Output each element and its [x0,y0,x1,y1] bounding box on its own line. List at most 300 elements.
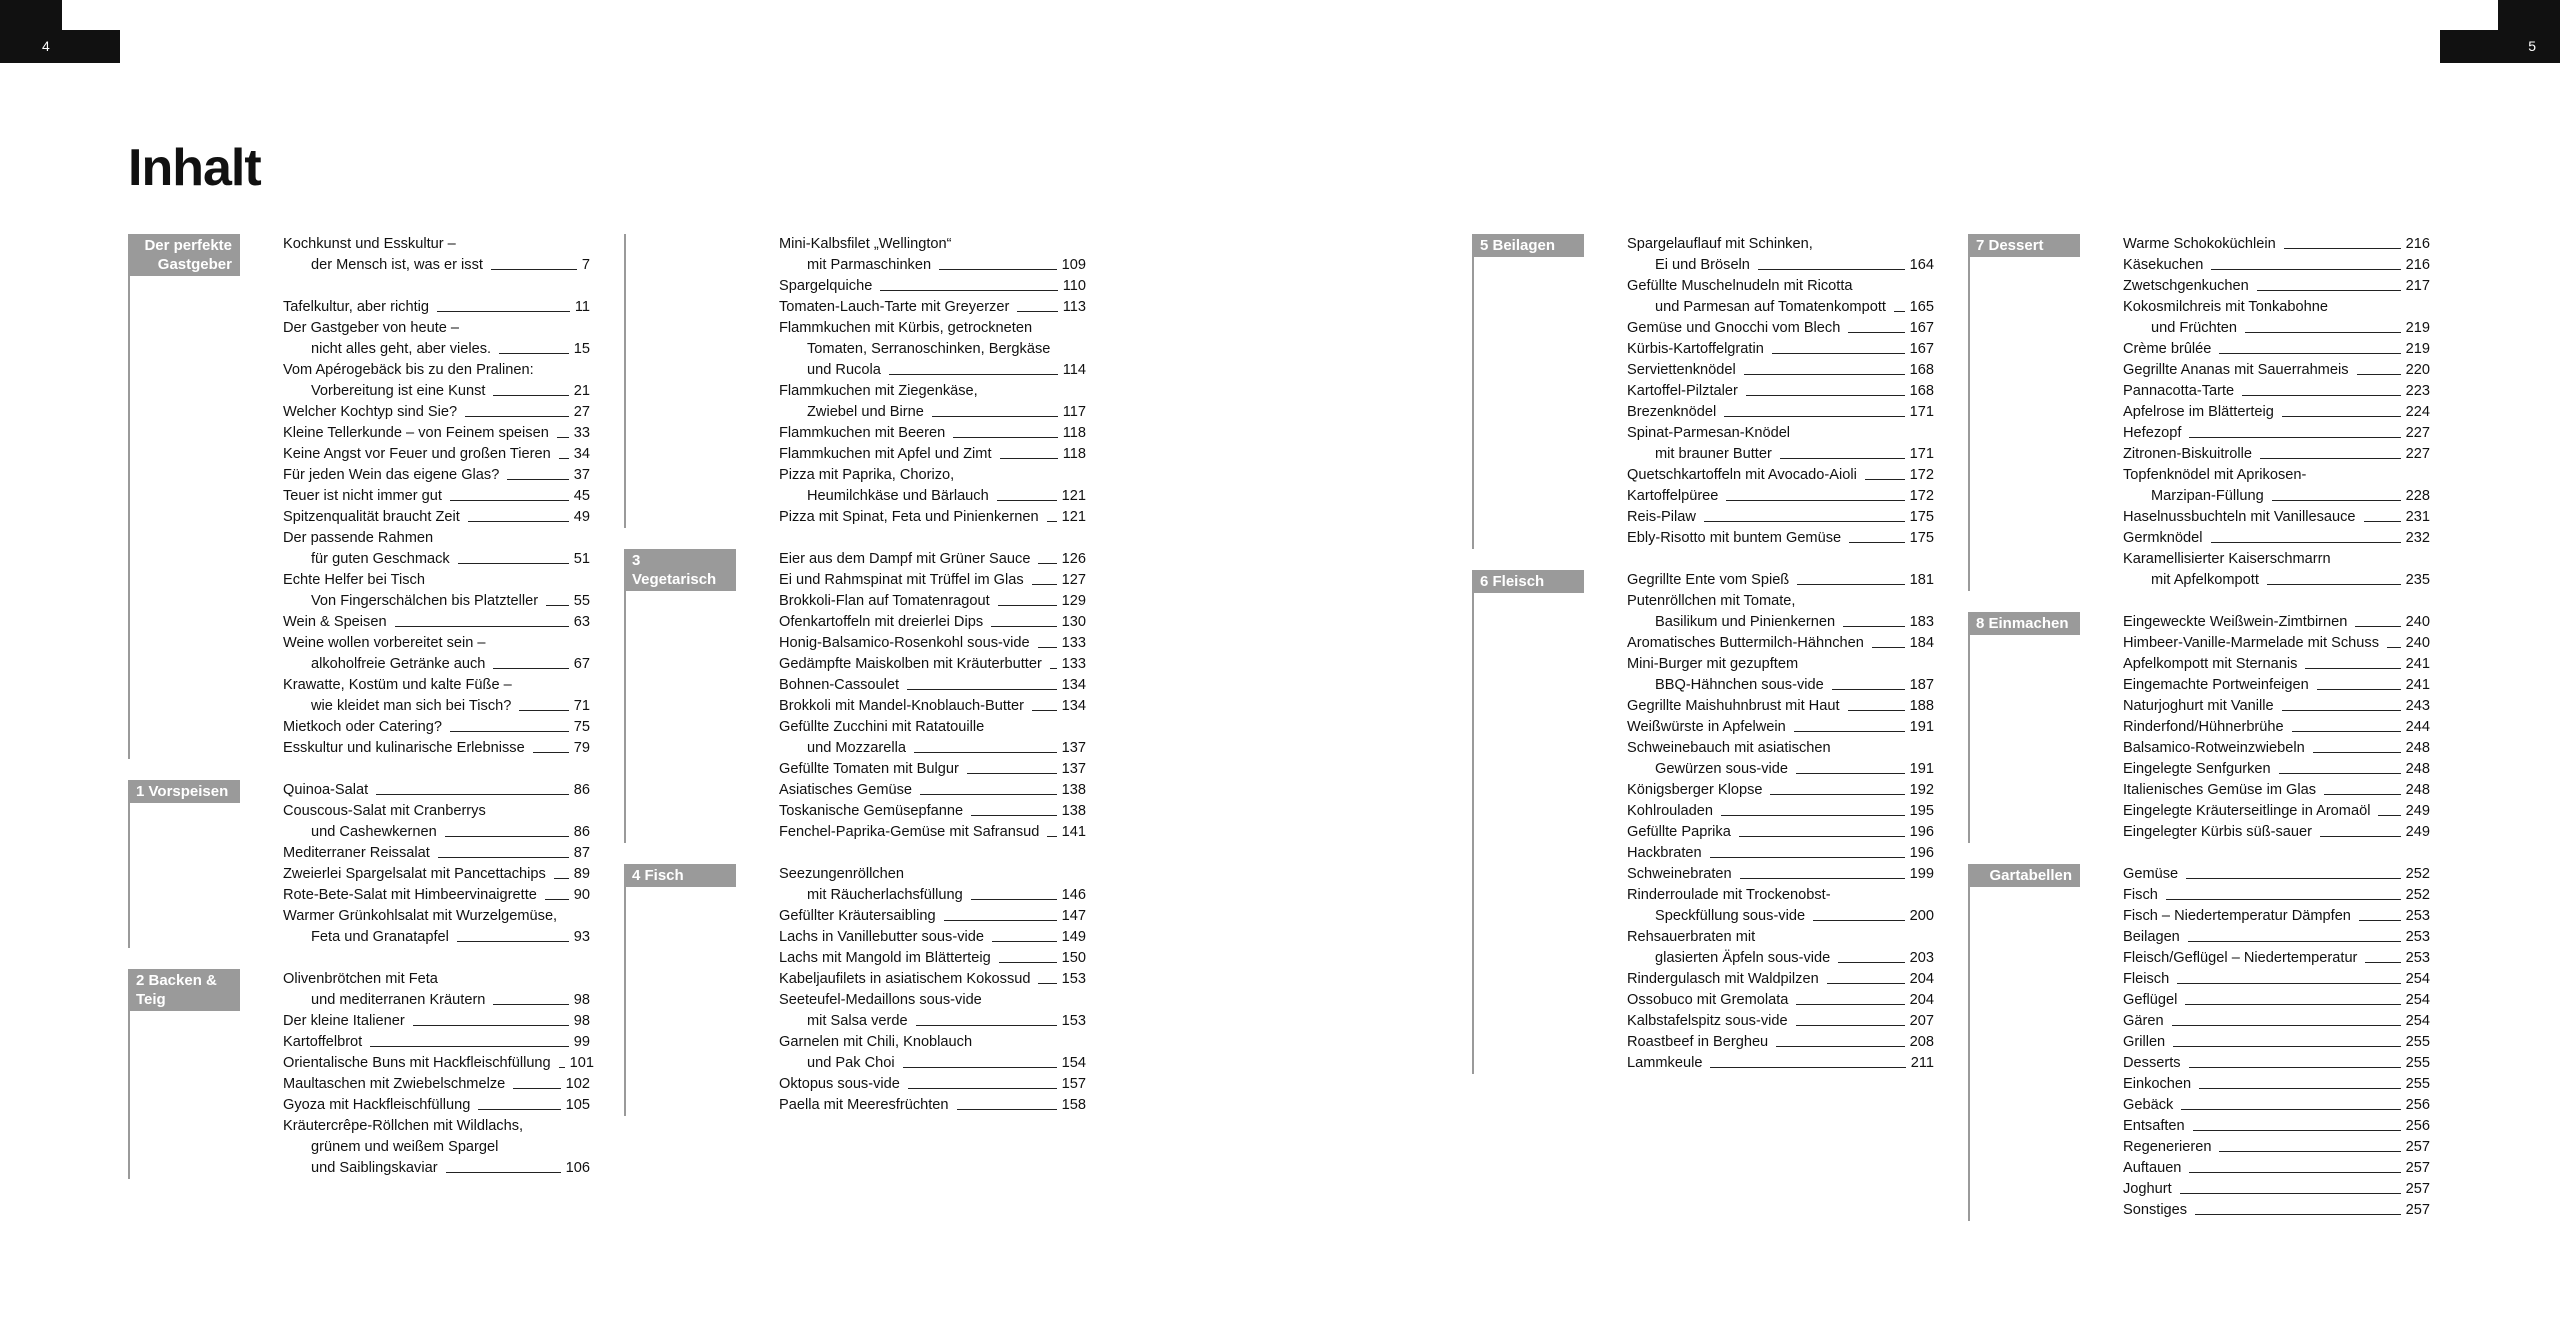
toc-entry[interactable] [1627,528,1934,549]
toc-entry[interactable] [2123,654,2430,675]
toc-entry[interactable] [1627,276,1934,318]
toc-entry[interactable] [283,612,590,633]
entry-title: Apfelkompott mit Sternanis [2123,656,2298,672]
entry-title: mit Salsa verde [807,1013,908,1029]
entry-title: Basilikum und Pinienkernen [1655,614,1836,630]
toc-entry[interactable] [2123,1200,2430,1221]
entry-line [779,423,1086,444]
entry-line [779,1011,1086,1032]
toc-entry[interactable] [2123,234,2430,255]
toc-entry[interactable] [283,885,590,906]
toc-entry[interactable] [779,591,1086,612]
toc-entry[interactable] [2123,1074,2430,1095]
toc-entry[interactable] [2123,1158,2430,1179]
entry-line [1627,402,1934,423]
toc-entry[interactable] [283,906,590,948]
entry-title: Reis-Pilaw [1627,509,1696,525]
toc-entry[interactable] [283,465,590,486]
entry-line [1627,360,1934,381]
toc-entry[interactable] [283,1032,590,1053]
toc-entry[interactable] [779,780,1086,801]
entry-line [1627,234,1934,255]
toc-entry[interactable] [779,381,1086,423]
toc-entry[interactable] [2123,339,2430,360]
entry-title: Gefüllter Kräutersaibling [779,908,936,924]
toc-entry[interactable] [283,1074,590,1095]
entry-page-number: 7 [581,257,590,273]
toc-entry[interactable] [779,675,1086,696]
entry-title: Flammkuchen mit Apfel und Zimt [779,446,992,462]
entry-title: Ebly-Risotto mit buntem Gemüse [1627,530,1842,546]
entry-title: Eingelegte Senfgurken [2123,761,2271,777]
entry-line [779,822,1086,843]
toc-entry[interactable] [1627,360,1934,381]
leader-line [2189,437,2400,438]
entry-page-number: 172 [1909,488,1934,504]
entry-title: Bohnen-Cassoulet [779,677,900,693]
toc-entry[interactable] [283,318,590,360]
section-entries [779,234,1086,528]
toc-entry[interactable] [1627,402,1934,423]
toc-entry[interactable] [283,507,590,528]
toc-entry[interactable] [2123,906,2430,927]
leader-line [1050,668,1057,669]
toc-entry[interactable] [1627,990,1934,1011]
leader-line [493,395,568,396]
entry-line [1627,759,1934,780]
entry-line [283,507,590,528]
entry-page-number: 256 [2405,1118,2430,1134]
entry-line [2123,990,2430,1011]
leader-line [2172,1025,2401,1026]
toc-entry[interactable] [1627,339,1934,360]
toc-entry[interactable] [2123,885,2430,906]
toc-entry[interactable] [1627,507,1934,528]
entry-line [779,360,1086,381]
entry-line [2123,822,2430,843]
toc-entry[interactable] [2123,759,2430,780]
toc-entry[interactable] [283,1095,590,1116]
leader-line [450,731,569,732]
entry-line [283,969,590,990]
toc-entry[interactable] [2123,1179,2430,1200]
entry-title: Keine Angst vor Feuer und großen Tieren [283,446,551,462]
leader-line [554,878,569,879]
toc-entry[interactable] [1627,801,1934,822]
toc-entry[interactable] [283,423,590,444]
entry-title: Fleisch/Geflügel – Niedertemperatur [2123,950,2358,966]
leader-line [1827,983,1905,984]
entry-page-number: 109 [1061,257,1086,273]
toc-entry[interactable] [2123,696,2430,717]
toc-entry[interactable] [1627,780,1934,801]
toc-entry[interactable] [283,1053,595,1074]
toc-entry[interactable] [2123,738,2430,759]
toc-entry[interactable] [1627,1011,1934,1032]
leader-line [1796,1025,1905,1026]
toc-entry[interactable] [779,948,1086,969]
toc-entry[interactable] [779,822,1086,843]
section-entries [283,969,595,1179]
toc-entry[interactable] [779,444,1086,465]
entry-page-number: 231 [2405,509,2430,525]
entry-line [1627,633,1934,654]
toc-entry[interactable] [283,486,590,507]
leader-line [991,626,1057,627]
leader-line [450,500,569,501]
entry-page-number: 141 [1061,824,1086,840]
toc-entry[interactable] [779,612,1086,633]
leader-line [446,1172,561,1173]
leader-line [1772,353,1905,354]
entry-page-number: 220 [2405,362,2430,378]
entry-title: für guten Geschmack [311,551,450,567]
entry-line [1627,885,1934,906]
leader-line [519,710,568,711]
toc-entry[interactable] [1627,318,1934,339]
entry-line [2123,885,2430,906]
toc-entry[interactable] [283,780,590,801]
entry-page-number: 172 [1909,467,1934,483]
leader-line [1832,689,1905,690]
toc-entry[interactable] [779,234,1086,276]
toc-entry[interactable] [2123,675,2430,696]
entry-line [1627,906,1934,927]
entry-line [2123,969,2430,990]
toc-entry[interactable] [779,297,1086,318]
toc-entry[interactable] [283,402,590,423]
toc-entry[interactable] [2123,465,2430,507]
toc-entry[interactable] [2123,255,2430,276]
leader-line [370,1046,569,1047]
leader-line [457,941,569,942]
toc-entry[interactable] [2123,276,2430,297]
toc-entry[interactable] [2123,864,2430,885]
toc-entry[interactable] [1627,738,1934,780]
entry-line [1627,717,1934,738]
entry-title: Olivenbrötchen mit Feta [283,971,438,987]
section-entries [2123,864,2430,1221]
leader-line [1838,962,1904,963]
leader-line [1813,920,1905,921]
leader-line [2219,1151,2400,1152]
entry-title: Käsekuchen [2123,257,2204,273]
toc-entry[interactable] [1627,423,1934,465]
leader-line [880,290,1057,291]
toc-entry[interactable] [2123,1053,2430,1074]
entry-line [2123,738,2430,759]
entry-title: Quinoa-Salat [283,782,369,798]
entry-title: Fleisch [2123,971,2170,987]
section-label: 3 Vegetarisch [624,549,736,591]
leader-line [533,752,569,753]
toc-entry[interactable] [2123,822,2430,843]
toc-entry[interactable] [2123,801,2430,822]
entry-title: Mediterraner Reissalat [283,845,430,861]
entry-line [283,402,590,423]
toc-entry[interactable] [2123,969,2430,990]
entry-page-number: 114 [1062,362,1086,378]
toc-entry[interactable] [2123,381,2430,402]
toc-entry[interactable] [2123,927,2430,948]
toc-entry[interactable] [1627,486,1934,507]
toc-entry[interactable] [2123,528,2430,549]
toc-entry[interactable] [2123,1116,2430,1137]
entry-line [2123,675,2430,696]
toc-entry[interactable] [1627,864,1934,885]
toc-entry[interactable] [2123,1137,2430,1158]
leader-line [2365,962,2400,963]
entry-line [283,297,590,318]
toc-entry[interactable] [283,717,590,738]
leader-line [2387,647,2401,648]
entry-page-number: 219 [2405,341,2430,357]
toc-entry[interactable] [1627,885,1934,927]
leader-line [971,815,1056,816]
section-rule [1968,234,1970,591]
entry-line [779,759,1086,780]
entry-line [283,633,590,654]
entry-line [283,528,590,549]
entry-page-number: 90 [573,887,590,903]
entry-line [283,654,590,675]
entry-title: Hackbraten [1627,845,1702,861]
entry-line [2123,402,2430,423]
leader-line [1849,542,1905,543]
entry-title: Weißwürste in Apfelwein [1627,719,1786,735]
toc-entry[interactable] [283,969,590,1011]
entry-title: Orientalische Buns mit Hackfleischfüllung [283,1055,551,1071]
toc-entry[interactable] [283,528,590,570]
entry-page-number: 235 [2405,572,2430,588]
toc-entry[interactable] [1627,843,1934,864]
toc-entry[interactable] [779,633,1086,654]
entry-line [779,927,1086,948]
toc-entry[interactable] [283,801,590,843]
toc-entry[interactable] [2123,1095,2430,1116]
entry-title: Eingeweckte Weißwein-Zimtbirnen [2123,614,2348,630]
toc-entry[interactable] [2123,1032,2430,1053]
entry-page-number: 241 [2405,677,2430,693]
entry-title: Rinderroulade mit Trockenobst- [1627,887,1831,903]
toc-entry[interactable] [779,1074,1086,1095]
leader-line [465,416,569,417]
toc-entry[interactable] [779,465,1086,507]
leader-line [1000,458,1058,459]
toc-entry[interactable] [283,1011,590,1032]
toc-entry[interactable] [283,675,590,717]
entry-title: der Mensch ist, was er isst [311,257,483,273]
toc-section [128,780,590,948]
entry-page-number: 232 [2405,530,2430,546]
toc-entry[interactable] [779,1095,1086,1116]
toc-entry[interactable] [1627,591,1934,633]
toc-entry[interactable] [779,423,1086,444]
leader-line [1758,269,1905,270]
entry-line [1627,381,1934,402]
entry-page-number: 99 [573,1034,590,1050]
toc-entry[interactable] [2123,780,2430,801]
entry-line [2123,633,2430,654]
toc-entry[interactable] [2123,1011,2430,1032]
entry-line [1627,654,1934,675]
entry-line [1627,570,1934,591]
toc-entry[interactable] [2123,717,2430,738]
section-entries [1627,570,1934,1074]
toc-entry[interactable] [283,864,590,885]
entry-line [1627,696,1934,717]
entry-line [1627,423,1934,444]
toc-entry[interactable] [283,444,590,465]
entry-title: Mini-Burger mit gezupftem [1627,656,1799,672]
toc-entry[interactable] [779,696,1086,717]
toc-entry[interactable] [2123,612,2430,633]
entry-page-number: 15 [573,341,590,357]
toc-entry[interactable] [1627,1053,1934,1074]
toc-entry[interactable] [1627,822,1934,843]
entry-page-number: 204 [1909,992,1934,1008]
toc-entry[interactable] [779,990,1086,1032]
toc-entry[interactable] [1627,696,1934,717]
toc-entry[interactable] [779,864,1086,906]
entry-line [283,1011,590,1032]
leader-line [953,437,1057,438]
entry-title: und Parmesan auf Tomatenkompott [1655,299,1886,315]
toc-entry[interactable] [2123,360,2430,381]
leader-line [2282,416,2401,417]
section-rule [1472,570,1474,1074]
toc-entry[interactable] [779,717,1086,759]
toc-entry[interactable] [2123,948,2430,969]
toc-entry[interactable] [1627,927,1934,969]
entry-line [779,570,1086,591]
entry-page-number: 146 [1061,887,1086,903]
entry-line [283,1158,590,1179]
toc-entry[interactable] [779,906,1086,927]
toc-entry[interactable] [1627,969,1934,990]
toc-entry[interactable] [779,759,1086,780]
toc-entry[interactable] [779,570,1086,591]
entry-title: Honig-Balsamico-Rosenkohl sous-vide [779,635,1030,651]
leader-line [413,1025,569,1026]
entry-line [779,507,1086,528]
entry-line [2123,339,2430,360]
entry-line [779,549,1086,570]
entry-title: Warme Schokoküchlein [2123,236,2276,252]
toc-entry[interactable] [283,633,590,675]
toc-entry[interactable] [1627,234,1934,276]
entry-line [283,927,590,948]
entry-page-number: 87 [573,845,590,861]
toc-entry[interactable] [779,1032,1086,1074]
entry-line [2123,1011,2430,1032]
leader-line [2166,899,2401,900]
toc-entry[interactable] [1627,717,1934,738]
entry-line [779,633,1086,654]
toc-entry[interactable] [2123,549,2430,591]
toc-entry[interactable] [2123,990,2430,1011]
leader-line [1848,710,1905,711]
entry-line [2123,444,2430,465]
entry-title: und Cashewkernen [311,824,437,840]
toc-entry[interactable] [2123,444,2430,465]
toc-entry[interactable] [1627,1032,1934,1053]
entry-title: Roastbeef in Bergheu [1627,1034,1769,1050]
toc-entry[interactable] [283,1116,590,1179]
toc-entry[interactable] [2123,633,2430,654]
entry-line [283,1032,590,1053]
toc-entry[interactable] [779,318,1086,381]
entry-title: und mediterranen Kräutern [311,992,486,1008]
entry-page-number: 79 [573,740,590,756]
entry-line [2123,780,2430,801]
toc-entry[interactable] [779,276,1086,297]
toc-entry[interactable] [779,507,1086,528]
leader-line [971,899,1057,900]
leader-line [1032,710,1057,711]
toc-entry[interactable] [2123,402,2430,423]
toc-entry[interactable] [2123,507,2430,528]
toc-entry[interactable] [779,927,1086,948]
entry-title: und Saiblingskaviar [311,1160,438,1176]
toc-column-4 [1968,234,2430,1242]
entry-page-number: 187 [1909,677,1934,693]
entry-line [2123,864,2430,885]
entry-line [1627,276,1934,297]
entry-page-number: 157 [1061,1076,1086,1092]
toc-entry[interactable] [283,570,590,612]
toc-entry[interactable] [779,969,1086,990]
entry-line [2123,297,2430,318]
toc-entry[interactable] [2123,297,2430,339]
leader-line [1032,584,1057,585]
toc-entry[interactable] [283,234,590,276]
entry-page-number: 167 [1909,320,1934,336]
toc-section [128,969,595,1179]
toc-entry[interactable] [283,843,590,864]
entry-page-number: 154 [1061,1055,1086,1071]
leader-line [914,752,1057,753]
toc-entry[interactable] [1627,570,1934,591]
entry-page-number: 248 [2405,740,2430,756]
entry-line [779,1095,1086,1116]
entry-line [2123,255,2430,276]
entry-title: Rindergulasch mit Waldpilzen [1627,971,1819,987]
toc-entry[interactable] [2123,423,2430,444]
entry-title: Welcher Kochtyp sind Sie? [283,404,458,420]
toc-entry[interactable] [1627,381,1934,402]
toc-entry[interactable] [1627,465,1934,486]
entry-title: wie kleidet man sich bei Tisch? [311,698,512,714]
toc-entry[interactable] [283,738,590,759]
entry-title: Rehsauerbraten mit [1627,929,1756,945]
toc-entry[interactable] [779,801,1086,822]
toc-entry[interactable] [1627,654,1934,696]
entry-title: Gären [2123,1013,2164,1029]
entry-page-number: 153 [1061,971,1086,987]
entry-page-number: 241 [2405,656,2430,672]
toc-entry[interactable] [283,297,590,318]
entry-title: alkoholfreie Getränke auch [311,656,486,672]
entry-line [283,591,590,612]
entry-title: Pannacotta-Tarte [2123,383,2235,399]
entry-page-number: 11 [574,299,590,315]
toc-entry[interactable] [1627,633,1934,654]
toc-entry[interactable] [779,549,1086,570]
toc-entry[interactable] [779,654,1086,675]
toc-entry[interactable] [283,360,590,402]
entry-page-number: 252 [2405,866,2430,882]
